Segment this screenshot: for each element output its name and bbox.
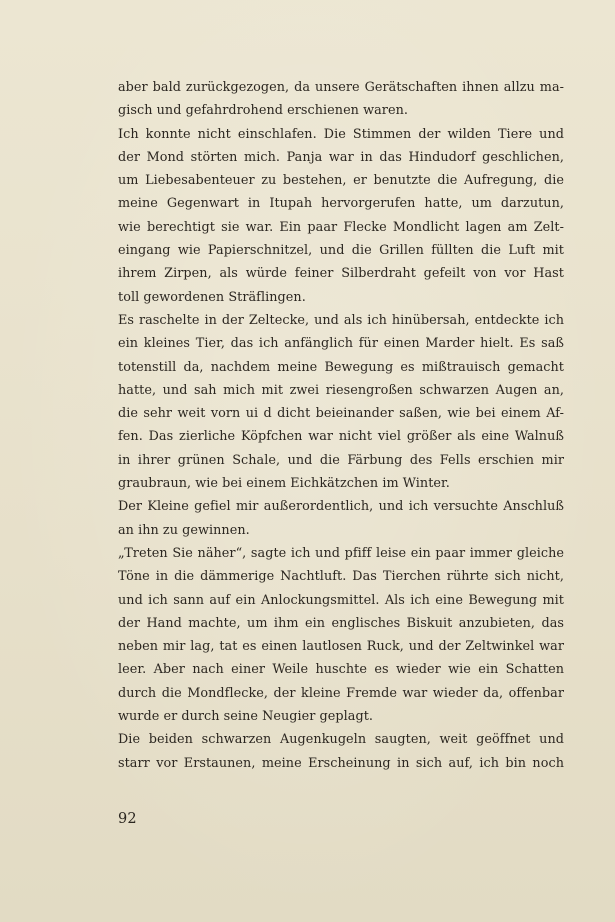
text-line: durch die Mondflecke, der kleine Fremde war wieder da, offenbar xyxy=(118,685,564,701)
text-line: an ihn zu gewinnen. xyxy=(118,522,250,538)
text-line: Ich konnte nicht einschlafen. Die Stimmen der wilden Tiere und xyxy=(118,126,564,142)
text-line: der Mond störten mich. Panja war in das Hindudorf geschlichen, xyxy=(118,149,564,165)
text-line: starr vor Erstaunen, meine Erscheinung in sich auf, ich bin noch xyxy=(118,755,564,771)
paragraph-1 xyxy=(118,76,564,123)
paragraph-4 xyxy=(118,495,564,542)
text-line: graubraun, wie bei einem Eichkätzchen im Winter. xyxy=(118,476,450,492)
text-line: Es raschelte in der Zeltecke, und als ich hinübersah, entdeckte ich xyxy=(118,312,564,328)
text-line: ein kleines Tier, das ich anfänglich für einen Marder hielt. Es saß xyxy=(118,336,564,352)
text-line: Töne in die dämmerige Nachtluft. Das Tierchen rührte sich nicht, xyxy=(118,569,564,585)
text-line: toll gewordenen Sträflingen. xyxy=(118,289,306,305)
text-line: der Hand machte, um ihm ein englisches Biskuit anzubieten, das xyxy=(118,615,564,631)
text-line: „Treten Sie näher“, sagte ich und pfiff leise ein paar immer gleiche xyxy=(118,545,564,561)
text-line: gisch und gefahrdrohend erschienen waren. xyxy=(118,103,408,119)
paragraph-5 xyxy=(118,542,564,728)
text-line: aber bald zurückgezogen, da unsere Gerätschaften ihnen allzu ma- xyxy=(118,80,564,95)
text-line: und ich sann auf ein Anlockungsmittel. Als ich eine Bewegung mit xyxy=(118,592,564,608)
text-line: wurde er durch seine Neugier geplagt. xyxy=(118,709,374,725)
text-line: Der Kleine gefiel mir außerordentlich, und ich versuchte Anschluß xyxy=(118,499,564,515)
text-line: wie berechtigt sie war. Ein paar Flecke Mondlicht lagen am Zelt- xyxy=(118,219,564,235)
body-text xyxy=(118,76,564,775)
text-line: ihrem Zirpen, als würde feiner Silberdraht gefeilt von vor Hast xyxy=(118,266,564,282)
text-line: Die beiden schwarzen Augenkugeln saugten, weit geöffnet und xyxy=(118,732,564,748)
text-line: leer. Aber nach einer Weile huschte es wieder wie ein Schatten xyxy=(118,662,564,678)
page-number: 92 xyxy=(118,811,137,827)
text-line: hatte, und sah mich mit zwei riesengroßen schwarzen Augen an, xyxy=(118,382,564,398)
paragraph-2 xyxy=(118,123,564,309)
text-line: die sehr weit vorn ui d dicht beieinander saßen, wie bei einem Af- xyxy=(118,406,564,422)
text-line: meine Gegenwart in Itupah hervorgerufen hatte, um darzutun, xyxy=(118,196,564,212)
text-line: totenstill da, nachdem meine Bewegung es mißtrauisch gemacht xyxy=(118,359,564,375)
paragraph-6 xyxy=(118,728,564,775)
text-line: eingang wie Papierschnitzel, und die Grillen füllten die Luft mit xyxy=(118,243,564,259)
text-line: fen. Das zierliche Köpfchen war nicht viel größer als eine Walnuß xyxy=(118,429,564,445)
text-line: neben mir lag, tat es einen lautlosen Ruck, und der Zeltwinkel war xyxy=(118,639,564,655)
text-line: in ihrer grünen Schale, und die Färbung des Fells erschien mir xyxy=(118,452,564,468)
text-line: um Liebesabenteuer zu bestehen, er benutzte die Aufregung, die xyxy=(118,173,564,189)
paragraph-3 xyxy=(118,309,564,495)
